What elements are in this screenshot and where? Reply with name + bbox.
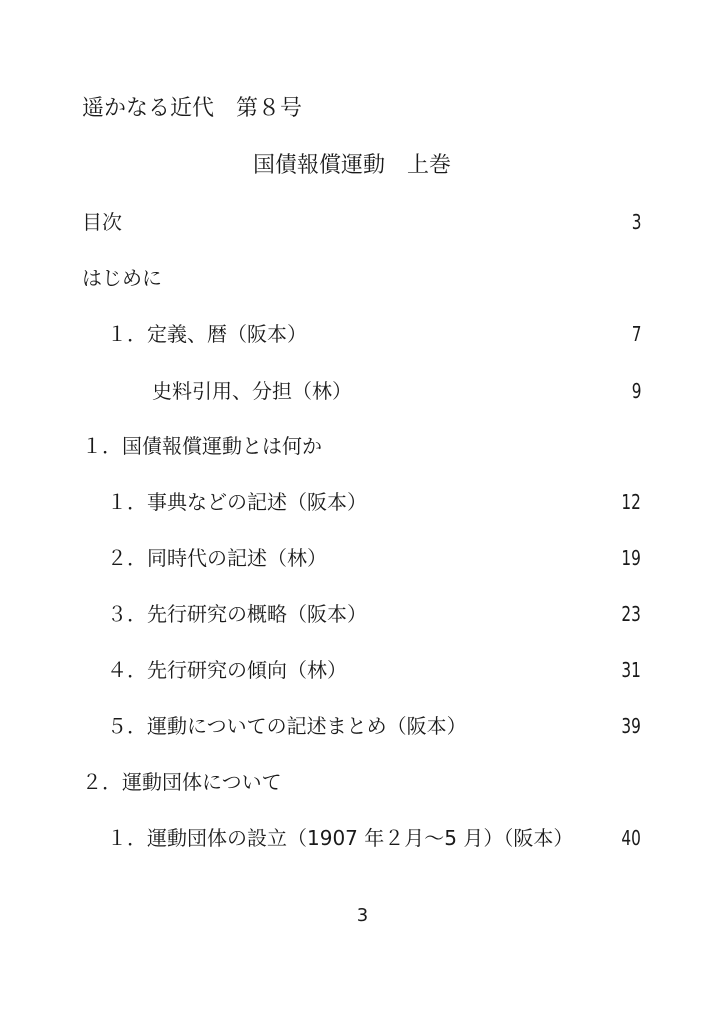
toc-page: 9 [631,379,641,403]
toc-section-intro: はじめに [82,266,162,290]
toc-entry: ２．同時代の記述（林） [107,546,327,570]
toc-entry: 史料引用、分担（林） [152,379,352,403]
toc-page: 19 [621,546,641,570]
toc-entry: １．運動団体の設立（1907 年２月～5 月）（阪本） [107,826,574,850]
toc-page: 39 [621,714,641,738]
toc-entry: ３．先行研究の概略（阪本） [107,602,367,626]
toc-entry: １．定義、暦（阪本） [107,322,307,346]
toc-page: 12 [621,490,641,514]
toc-page: 31 [621,658,641,682]
toc-page: 23 [621,602,641,626]
toc-page-contents: 3 [631,210,641,234]
toc-page: 40 [621,826,641,850]
toc-chapter-1: １．国債報償運動とは何か [82,434,322,458]
toc-entry: １．事典などの記述（阪本） [107,490,367,514]
page-number: 3 [356,905,369,926]
toc-chapter-2: ２．運動団体について [82,770,282,794]
volume-title: 国債報償運動 上巻 [253,153,452,178]
toc-page: 7 [631,322,641,346]
toc-entry: ５．運動についての記述まとめ（阪本） [107,714,467,738]
journal-header: 遥かなる近代 第８号 [82,96,303,121]
toc-entry-contents: 目次 [82,210,122,234]
toc-entry: ４．先行研究の傾向（林） [107,658,347,682]
